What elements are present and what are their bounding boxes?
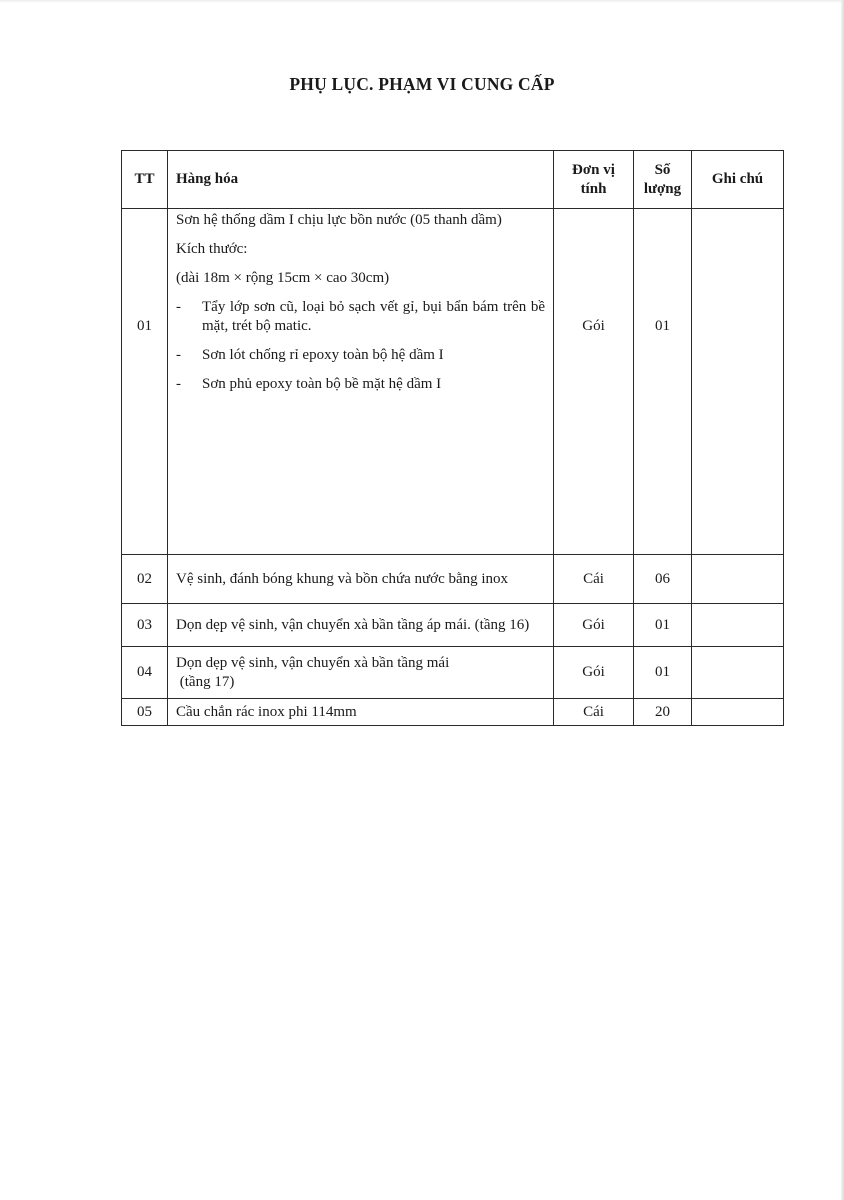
header-quantity — [634, 151, 692, 209]
table-row — [122, 647, 784, 699]
task-item — [176, 346, 545, 365]
header-tt: TT — [122, 151, 168, 209]
row-note — [692, 555, 784, 604]
header-unit-line1: Đơn vị — [572, 161, 615, 178]
task-text: Sơn lót chống rỉ epoxy toàn bộ hệ dầm I — [202, 347, 444, 363]
row-number: 02 — [122, 555, 168, 604]
table-row — [122, 604, 784, 647]
header-qty-line1: Số — [654, 161, 671, 178]
row-unit: Gói — [554, 604, 634, 647]
header-note: Ghi chú — [692, 151, 784, 209]
task-item — [176, 298, 545, 336]
row-goods: Dọn dẹp vệ sinh, vận chuyển xà bần tầng áp mái. (tầng 16) — [168, 604, 554, 647]
dash-marker: - — [176, 376, 181, 392]
row-quantity: 01 — [634, 209, 692, 555]
row-number: 05 — [122, 699, 168, 726]
table-header-row — [122, 151, 784, 209]
row-quantity: 01 — [634, 604, 692, 647]
dash-marker: - — [176, 347, 181, 363]
table-row — [122, 209, 784, 555]
header-unit — [554, 151, 634, 209]
row-quantity: 20 — [634, 699, 692, 726]
task-item — [176, 375, 545, 394]
row-quantity: 06 — [634, 555, 692, 604]
header-unit-line2: tính — [580, 180, 607, 197]
row-quantity: 01 — [634, 647, 692, 699]
dash-marker: - — [176, 299, 181, 315]
size-value: (dài 18m × rộng 15cm × cao 30cm) — [176, 270, 390, 286]
row-goods — [168, 209, 554, 555]
row-number: 01 — [122, 209, 168, 555]
goods-description: Sơn hệ thống dầm I chịu lực bồn nước (05 thanh dầm) — [176, 212, 502, 228]
page-top-edge — [0, 0, 844, 3]
row-number: 03 — [122, 604, 168, 647]
header-qty-line2: lượng — [643, 180, 682, 197]
row-note — [692, 209, 784, 555]
row-goods — [168, 647, 554, 699]
goods-line: (tầng 17) — [176, 673, 235, 690]
table-row — [122, 699, 784, 726]
row-unit: Gói — [554, 647, 634, 699]
page-title: PHỤ LỤC. PHẠM VI CUNG CẤP — [289, 74, 555, 94]
row-unit: Cái — [554, 699, 634, 726]
goods-line: Dọn dẹp vệ sinh, vận chuyển xà bần tầng mái — [176, 654, 450, 671]
row-note — [692, 699, 784, 726]
row-note — [692, 647, 784, 699]
row-goods: Cầu chắn rác inox phi 114mm — [168, 699, 554, 726]
task-text: Tẩy lớp sơn cũ, loại bỏ sạch vết gỉ, bụi bẩn bám trên bề mặt, trét bộ matic. — [202, 299, 545, 334]
row-unit: Cái — [554, 555, 634, 604]
supply-scope-table — [121, 150, 784, 726]
row-number: 04 — [122, 647, 168, 699]
size-label: Kích thước: — [176, 241, 248, 257]
row-unit: Gói — [554, 209, 634, 555]
row-goods: Vệ sinh, đánh bóng khung và bồn chứa nước bằng inox — [168, 555, 554, 604]
header-goods: Hàng hóa — [168, 151, 554, 209]
table-row — [122, 555, 784, 604]
row-note — [692, 604, 784, 647]
task-text: Sơn phủ epoxy toàn bộ bề mặt hệ dầm I — [202, 376, 442, 392]
